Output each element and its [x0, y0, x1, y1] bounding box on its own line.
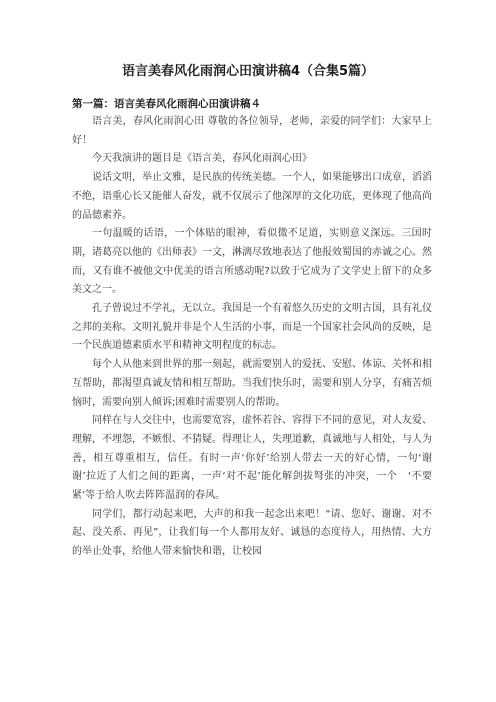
paragraph: 语言美，春风化雨润心田 尊敬的各位领导，老师，亲爱的同学们：大家早上好！ — [72, 116, 432, 146]
section-heading: 第一篇：语言美春风化雨润心田演讲稿４ — [72, 98, 261, 110]
paragraph: 同学们，都行动起来吧，大声的和我一起念出来吧！“请、您好、谢谢、对不起、没关系、再见”，让我们每一个人都用友好、诚恳的态度待人，用热情、大方的举止处事，给他人带来愉快和谐，让校园 — [72, 508, 432, 558]
paragraph: 同样在与人交往中，也需要宽容，虚怀若谷、容得下不同的意见，对人友爱、理解，不埋怨，不嫉恨、不猜疑。得理让人，失理道歉，真诚地与人相处，与人为善，相互尊重相互，信任。有时一声‘你好’给别人带去一天的好心情，一句‘谢谢’拉近了人们之间的距离，一声‘对不起’能化解剑拔弩张的冲突，一个 ‘不要紧’等于给人吹去阵阵温润的春风。 — [72, 415, 432, 502]
document-body — [72, 113, 432, 562]
paragraph: 每个人从他来到世界的那一刻起，就需要别人的爱抚、安慰、体谅、关怀和相互帮助，都渴望真诚友情和相互帮助。当我们快乐时，需要和别人分享，有痛苦烦恼时，需要向别人倾诉;困难时需要别人的帮助。 — [72, 359, 432, 408]
paragraph: 说话文明，举止文雅，是民族的传统美德。一个人，如果能够出口成章，滔滔不绝，语重心长又能催人奋发，就不仅展示了他深厚的文化功底，更体现了他高尚的品德素养。 — [72, 172, 432, 221]
paragraph: 一句温暖的话语，一个体贴的眼神，看似微不足道，实则意义深远。三国时期，诸葛亮以他的《出师表》一文，淋漓尽致地表达了他报效蜀国的赤诚之心。然而，又有谁不被他文中优美的语言所感动呢?以致于它成为了文学史上留下的众多美文之一。 — [72, 228, 432, 296]
document-title: 语言美春风化雨润心田演讲稿4（合集5篇） — [121, 64, 375, 79]
paragraph: 孔子曾说过不学礼，无以立。我国是一个有着悠久历史的文明古国，具有礼仪之邦的美称。文明礼貌并非是个人生活的小事，而是一个国家社会风尚的反映，是一个民族道德素质水平和精神文明程度的标志。 — [72, 303, 432, 352]
paragraph: 今天我演讲的题目是《语言美，春风化雨润心田》 — [92, 153, 312, 165]
